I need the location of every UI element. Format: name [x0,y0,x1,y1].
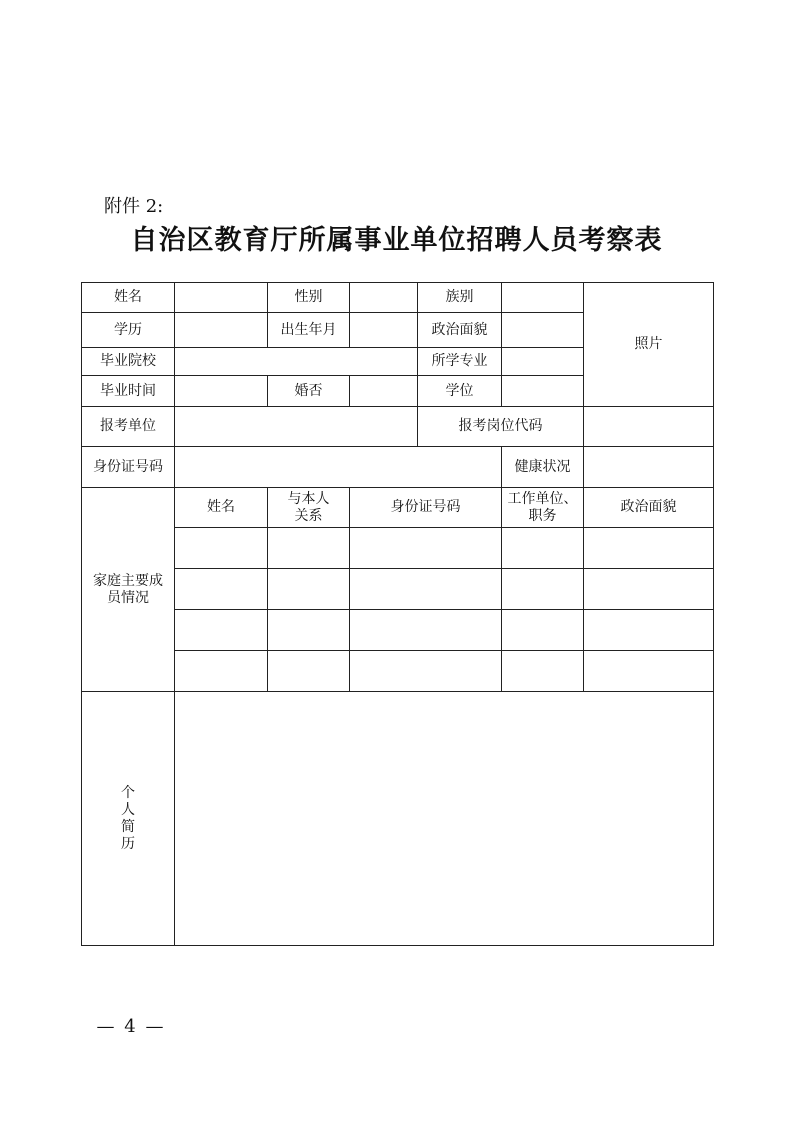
family-relation-field[interactable] [268,651,350,692]
apply-unit-field[interactable] [175,407,418,447]
table-row [82,407,714,447]
family-political-field[interactable] [584,528,714,569]
resume-field[interactable] [175,692,714,946]
page-title: 自治区教育厅所属事业单位招聘人员考察表 [130,225,663,256]
resume-label-char: 个 [121,784,135,801]
id-number-label: 身份证号码 [82,447,175,488]
attachment-label: 附件 2: [104,196,164,217]
grad-time-field[interactable] [175,376,268,407]
family-header-relation-text: 与本人关系 [287,490,330,524]
degree-label: 学位 [418,376,502,407]
page-number: — 4 — [96,1016,166,1037]
birth-label: 出生年月 [268,313,350,348]
family-work-field[interactable] [502,610,584,651]
family-section-label [82,488,175,692]
family-id-field[interactable] [350,569,502,610]
health-label: 健康状况 [502,447,584,488]
family-header-work-text: 工作单位、职务 [507,490,578,524]
family-political-field[interactable] [584,610,714,651]
family-relation-field[interactable] [268,528,350,569]
family-name-field[interactable] [175,651,268,692]
resume-label-char: 简 [121,818,135,835]
name-label: 姓名 [82,283,175,313]
family-id-field[interactable] [350,651,502,692]
family-work-field[interactable] [502,569,584,610]
ethnicity-label: 族别 [418,283,502,313]
family-header-political: 政治面貌 [584,488,714,528]
family-relation-field[interactable] [268,610,350,651]
apply-unit-label: 报考单位 [82,407,175,447]
family-relation-field[interactable] [268,569,350,610]
family-header-name: 姓名 [175,488,268,528]
inspection-form-table [81,282,714,946]
health-field[interactable] [584,447,714,488]
name-field[interactable] [175,283,268,313]
family-work-field[interactable] [502,651,584,692]
id-number-field[interactable] [175,447,502,488]
family-political-field[interactable] [584,569,714,610]
family-name-field[interactable] [175,528,268,569]
school-field[interactable] [175,348,418,376]
family-header-work [502,488,584,528]
family-row [82,528,714,569]
education-label: 学历 [82,313,175,348]
political-status-field[interactable] [502,313,584,348]
ethnicity-field[interactable] [502,283,584,313]
major-field[interactable] [502,348,584,376]
gender-label: 性别 [268,283,350,313]
position-code-field[interactable] [584,407,714,447]
family-header-id: 身份证号码 [350,488,502,528]
birth-field[interactable] [350,313,418,348]
position-code-label: 报考岗位代码 [418,407,584,447]
political-status-label: 政治面貌 [418,313,502,348]
family-name-field[interactable] [175,569,268,610]
family-name-field[interactable] [175,610,268,651]
family-row [82,569,714,610]
family-id-field[interactable] [350,528,502,569]
marital-label: 婚否 [268,376,350,407]
resume-label-char: 人 [121,801,135,818]
family-row [82,651,714,692]
resume-label-char: 历 [121,835,135,852]
family-work-field[interactable] [502,528,584,569]
school-label: 毕业院校 [82,348,175,376]
table-row [82,447,714,488]
gender-field[interactable] [350,283,418,313]
grad-time-label: 毕业时间 [82,376,175,407]
family-header-relation [268,488,350,528]
major-label: 所学专业 [418,348,502,376]
marital-field[interactable] [350,376,418,407]
resume-row [82,692,714,946]
family-id-field[interactable] [350,610,502,651]
degree-field[interactable] [502,376,584,407]
table-row [82,283,714,313]
family-row [82,610,714,651]
family-political-field[interactable] [584,651,714,692]
photo-cell[interactable]: 照片 [584,283,714,407]
education-field[interactable] [175,313,268,348]
family-label-text: 家庭主要成员情况 [93,572,163,606]
resume-label [82,692,175,946]
family-header-row [82,488,714,528]
